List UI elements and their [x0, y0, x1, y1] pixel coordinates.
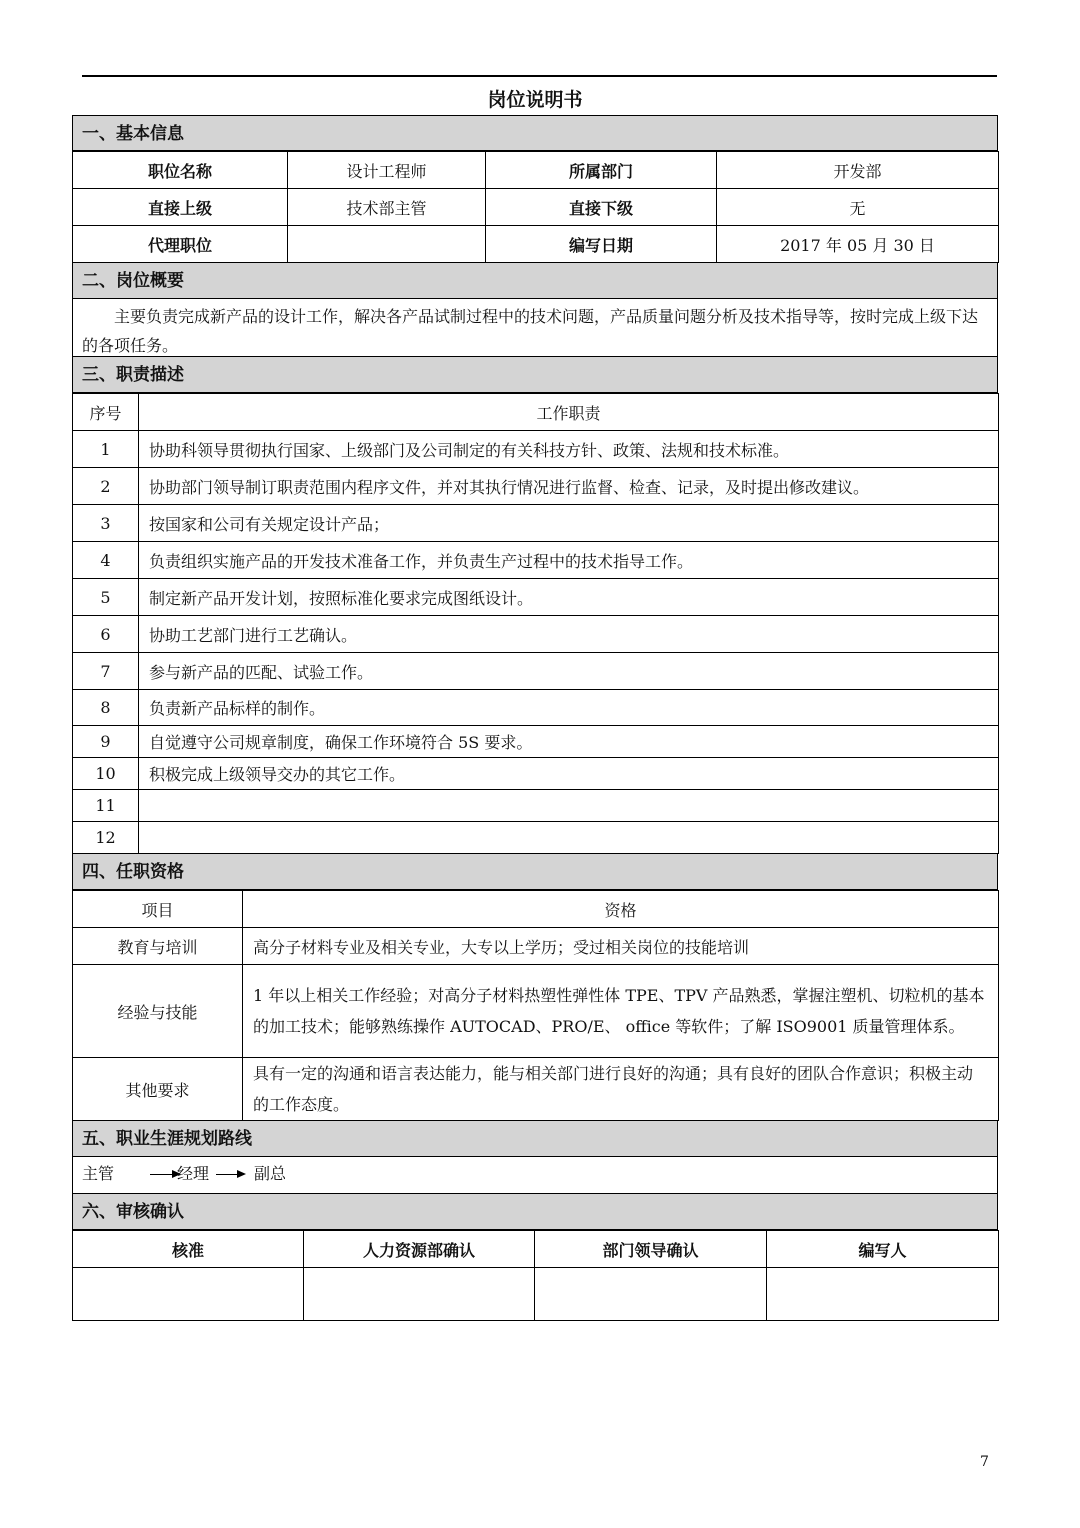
- duties-col-no: 序号: [73, 394, 139, 431]
- career-step-vp: 副总: [254, 1164, 287, 1183]
- review-author-header: 编写人: [767, 1231, 999, 1268]
- superior-value: 技术部主管: [288, 189, 486, 226]
- review-approve-header: 核准: [73, 1231, 304, 1268]
- header-rule: [82, 75, 997, 77]
- duty-text: 协助科领导贯彻执行国家、上级部门及公司制定的有关科技方针、政策、法规和技术标准。: [139, 431, 999, 468]
- duty-no: 1: [73, 431, 139, 468]
- qual-req: 具有一定的沟通和语言表达能力，能与相关部门进行良好的沟通；具有良好的团队合作意识；积极主动的工作态度。: [243, 1058, 999, 1121]
- review-hr-cell[interactable]: [304, 1268, 535, 1321]
- arrow-right-icon: [150, 1174, 179, 1175]
- duty-no: 9: [73, 726, 139, 758]
- duty-text: 按国家和公司有关规定设计产品；: [139, 505, 999, 542]
- page-number: 7: [980, 1454, 989, 1470]
- table-row: [73, 726, 999, 758]
- duty-no: 2: [73, 468, 139, 505]
- basic-info-table: [72, 151, 999, 263]
- subordinate-label: 直接下级: [486, 189, 717, 226]
- section-header-career: 五、职业生涯规划路线: [72, 1121, 998, 1157]
- section-header-qualifications: 四、任职资格: [72, 854, 998, 890]
- table-row: [73, 579, 999, 616]
- review-dept-leader-cell[interactable]: [535, 1268, 767, 1321]
- table-row: [73, 431, 999, 468]
- duty-text: 制定新产品开发计划，按照标准化要求完成图纸设计。: [139, 579, 999, 616]
- qual-item: 经验与技能: [73, 965, 243, 1058]
- date-value: 2017 年 05 月 30 日: [717, 226, 999, 263]
- duty-text: 协助工艺部门进行工艺确认。: [139, 616, 999, 653]
- job-description-form: [72, 115, 998, 1321]
- qual-req: 1 年以上相关工作经验；对高分子材料热塑性弹性体 TPE、TPV 产品熟悉，掌握注塑机、切粒机的基本的加工技术；能够熟练操作 AUTOCAD、PRO/E、 office 等软件；了解 ISO9001 质量管理体系。: [243, 965, 999, 1058]
- qual-item: 其他要求: [73, 1058, 243, 1121]
- table-row: [73, 965, 999, 1058]
- duty-no: 11: [73, 790, 139, 822]
- duty-text: [139, 790, 999, 822]
- table-row: [73, 822, 999, 854]
- career-step-supervisor: 主管: [82, 1164, 115, 1183]
- table-row: [73, 1058, 999, 1121]
- duty-no: 4: [73, 542, 139, 579]
- duty-no: 10: [73, 758, 139, 790]
- section-header-duties: 三、职责描述: [72, 357, 998, 393]
- arrow-right-icon: [216, 1174, 244, 1175]
- duty-text: 积极完成上级领导交办的其它工作。: [139, 758, 999, 790]
- review-table: [72, 1230, 999, 1321]
- duty-no: 12: [73, 822, 139, 854]
- subordinate-value: 无: [717, 189, 999, 226]
- duty-no: 6: [73, 616, 139, 653]
- table-row: [73, 505, 999, 542]
- deputy-value: [288, 226, 486, 263]
- table-row: [73, 616, 999, 653]
- career-step-manager: 经理: [177, 1164, 210, 1183]
- superior-label: 直接上级: [73, 189, 288, 226]
- duty-no: 3: [73, 505, 139, 542]
- section-header-review: 六、审核确认: [72, 1194, 998, 1230]
- duty-text: 负责组织实施产品的开发技术准备工作，并负责生产过程中的技术指导工作。: [139, 542, 999, 579]
- review-dept-leader-header: 部门领导确认: [535, 1231, 767, 1268]
- department-label: 所属部门: [486, 152, 717, 189]
- table-row: [73, 653, 999, 690]
- table-row: [73, 542, 999, 579]
- overview-text: 主要负责完成新产品的设计工作，解决各产品试制过程中的技术问题，产品质量问题分析及技术指导等，按时完成上级下达的各项任务。: [72, 299, 998, 357]
- section-header-overview: 二、岗位概要: [72, 263, 998, 299]
- page-title: 岗位说明书: [487, 89, 583, 111]
- duties-col-desc: 工作职责: [139, 394, 999, 431]
- position-label: 职位名称: [73, 152, 288, 189]
- position-value: 设计工程师: [288, 152, 486, 189]
- review-hr-header: 人力资源部确认: [304, 1231, 535, 1268]
- date-label: 编写日期: [486, 226, 717, 263]
- table-row: [73, 758, 999, 790]
- duty-text: [139, 822, 999, 854]
- department-value: 开发部: [717, 152, 999, 189]
- qual-col-req: 资格: [243, 891, 999, 928]
- deputy-label: 代理职位: [73, 226, 288, 263]
- duty-no: 7: [73, 653, 139, 690]
- duty-text: 自觉遵守公司规章制度，确保工作环境符合 5S 要求。: [139, 726, 999, 758]
- review-approve-cell[interactable]: [73, 1268, 304, 1321]
- table-row: [73, 790, 999, 822]
- qual-item: 教育与培训: [73, 928, 243, 965]
- qualifications-table: [72, 890, 999, 1121]
- table-row: [73, 468, 999, 505]
- qual-req: 高分子材料专业及相关专业，大专以上学历；受过相关岗位的技能培训: [243, 928, 999, 965]
- duties-table: [72, 393, 999, 854]
- duty-text: 负责新产品标样的制作。: [139, 690, 999, 726]
- duty-no: 8: [73, 690, 139, 726]
- duty-text: 协助部门领导制订职责范围内程序文件，并对其执行情况进行监督、检查、记录，及时提出修改建议。: [139, 468, 999, 505]
- duty-text: 参与新产品的匹配、试验工作。: [139, 653, 999, 690]
- table-row: [73, 928, 999, 965]
- table-row: [73, 690, 999, 726]
- career-path: [72, 1157, 998, 1194]
- review-author-cell[interactable]: [767, 1268, 999, 1321]
- qual-col-item: 项目: [73, 891, 243, 928]
- duty-no: 5: [73, 579, 139, 616]
- section-header-basic-info: 一、基本信息: [72, 115, 998, 151]
